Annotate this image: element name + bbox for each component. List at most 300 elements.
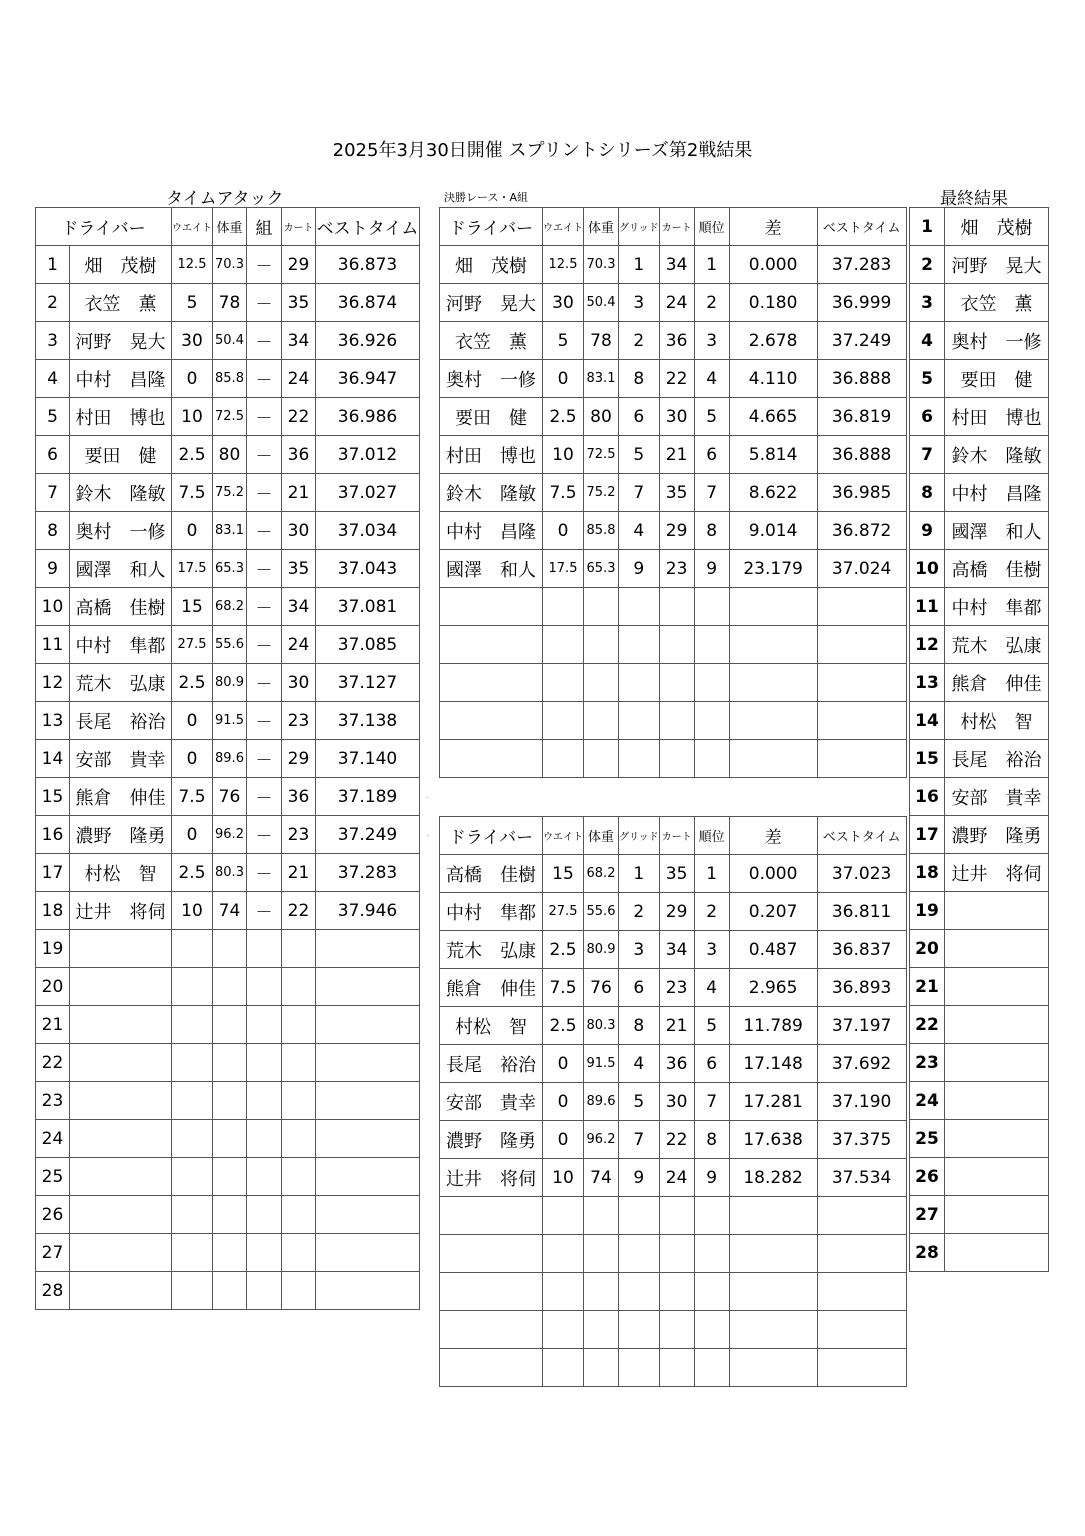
body-weight-cell: 72.5 bbox=[213, 398, 247, 436]
kart-cell: 29 bbox=[659, 893, 694, 931]
grid-cell: 5 bbox=[619, 1083, 660, 1121]
driver-name-cell: 奥村 一修 bbox=[440, 360, 543, 398]
weight-cell: 5 bbox=[172, 284, 213, 322]
best-time-cell: 36.999 bbox=[817, 284, 906, 322]
grid-cell: 2 bbox=[619, 893, 660, 931]
kart-cell: 24 bbox=[659, 284, 694, 322]
best-time-cell: 37.534 bbox=[817, 1159, 906, 1197]
time-attack-table bbox=[35, 207, 420, 1310]
table-row bbox=[36, 1082, 420, 1120]
best-time-cell: 37.692 bbox=[817, 1045, 906, 1083]
time-attack-caption: タイムアタック bbox=[166, 189, 284, 209]
table-row bbox=[36, 968, 420, 1006]
best-time-cell: 37.024 bbox=[817, 550, 906, 588]
grid-cell: 4 bbox=[619, 1045, 660, 1083]
table-row bbox=[910, 322, 1049, 360]
table-row bbox=[440, 284, 907, 322]
position-cell bbox=[694, 1273, 729, 1311]
gap-cell: 0.207 bbox=[729, 893, 817, 931]
grid-cell: 6 bbox=[619, 398, 660, 436]
gap-cell: 17.148 bbox=[729, 1045, 817, 1083]
weight-cell: 30 bbox=[543, 284, 584, 322]
weight-cell bbox=[172, 1082, 213, 1120]
kart-cell: 36 bbox=[282, 436, 316, 474]
best-time-cell: 37.138 bbox=[316, 702, 420, 740]
weight-cell bbox=[543, 1197, 584, 1235]
gap-cell bbox=[729, 702, 817, 740]
rank-cell: 24 bbox=[36, 1120, 70, 1158]
kart-cell: 29 bbox=[659, 512, 694, 550]
kart-cell bbox=[282, 968, 316, 1006]
table-row bbox=[440, 512, 907, 550]
group-cell: － bbox=[247, 588, 282, 626]
group-cell bbox=[247, 1196, 282, 1234]
body-weight-cell bbox=[584, 740, 619, 778]
best-time-cell bbox=[316, 1196, 420, 1234]
rank-cell: 26 bbox=[36, 1196, 70, 1234]
driver-name-cell bbox=[70, 1044, 172, 1082]
driver-name-cell: 奥村 一修 bbox=[945, 322, 1049, 360]
table-row bbox=[910, 1120, 1049, 1158]
rank-cell: 19 bbox=[36, 930, 70, 968]
group-cell: － bbox=[247, 778, 282, 816]
kart-cell bbox=[282, 1158, 316, 1196]
final-rank-cell: 9 bbox=[910, 512, 945, 550]
driver-name-cell: 國澤 和人 bbox=[945, 512, 1049, 550]
body-weight-cell bbox=[584, 588, 619, 626]
table-row bbox=[440, 1007, 907, 1045]
body-weight-cell: 70.3 bbox=[584, 246, 619, 284]
driver-name-cell bbox=[945, 1196, 1049, 1234]
best-time-cell bbox=[817, 1273, 906, 1311]
body-weight-cell bbox=[584, 626, 619, 664]
table-row bbox=[36, 588, 420, 626]
position-cell: 3 bbox=[694, 931, 729, 969]
body-weight-cell: 80.3 bbox=[213, 854, 247, 892]
header-best-time: ベストタイム bbox=[817, 817, 906, 855]
final-result-table bbox=[909, 207, 1049, 1272]
best-time-cell: 37.197 bbox=[817, 1007, 906, 1045]
final-rank-cell: 12 bbox=[910, 626, 945, 664]
weight-cell bbox=[172, 1158, 213, 1196]
best-time-cell: 37.249 bbox=[316, 816, 420, 854]
header-grid: グリッド bbox=[619, 817, 660, 855]
kart-cell: 22 bbox=[282, 398, 316, 436]
weight-cell: 0 bbox=[172, 702, 213, 740]
grid-cell bbox=[619, 1197, 660, 1235]
kart-cell bbox=[282, 1234, 316, 1272]
body-weight-cell bbox=[213, 1006, 247, 1044]
driver-name-cell bbox=[440, 1349, 543, 1387]
driver-name-cell: 村松 智 bbox=[70, 854, 172, 892]
rank-cell: 28 bbox=[36, 1272, 70, 1310]
best-time-cell bbox=[817, 702, 906, 740]
driver-name-cell: 河野 晃大 bbox=[440, 284, 543, 322]
driver-name-cell: 村田 博也 bbox=[945, 398, 1049, 436]
driver-name-cell bbox=[70, 1158, 172, 1196]
gap-cell bbox=[729, 1235, 817, 1273]
table-row bbox=[440, 550, 907, 588]
body-weight-cell bbox=[584, 1311, 619, 1349]
body-weight-cell bbox=[584, 1197, 619, 1235]
best-time-cell: 36.947 bbox=[316, 360, 420, 398]
weight-cell: 7.5 bbox=[172, 778, 213, 816]
gap-cell: 9.014 bbox=[729, 512, 817, 550]
best-time-cell: 36.888 bbox=[817, 436, 906, 474]
driver-name-cell: 奥村 一修 bbox=[70, 512, 172, 550]
weight-cell: 0 bbox=[172, 512, 213, 550]
driver-name-cell: 衣笠 薫 bbox=[440, 322, 543, 360]
body-weight-cell bbox=[213, 1082, 247, 1120]
kart-cell: 36 bbox=[282, 778, 316, 816]
driver-name-cell bbox=[440, 664, 543, 702]
best-time-cell: 37.190 bbox=[817, 1083, 906, 1121]
grid-cell: 3 bbox=[619, 931, 660, 969]
body-weight-cell bbox=[213, 1120, 247, 1158]
driver-name-cell: 中村 昌隆 bbox=[945, 474, 1049, 512]
weight-cell: 7.5 bbox=[172, 474, 213, 512]
best-time-cell: 37.043 bbox=[316, 550, 420, 588]
kart-cell: 34 bbox=[659, 931, 694, 969]
divider-mark: ‐ bbox=[426, 831, 429, 840]
grid-cell: 3 bbox=[619, 284, 660, 322]
kart-cell: 22 bbox=[282, 892, 316, 930]
weight-cell: 10 bbox=[543, 1159, 584, 1197]
final-b-table bbox=[439, 816, 907, 1387]
table-row bbox=[36, 1272, 420, 1310]
group-cell: － bbox=[247, 664, 282, 702]
weight-cell: 0 bbox=[172, 740, 213, 778]
position-cell: 7 bbox=[694, 474, 729, 512]
final-rank-cell: 6 bbox=[910, 398, 945, 436]
body-weight-cell bbox=[213, 1234, 247, 1272]
body-weight-cell bbox=[584, 702, 619, 740]
table-row bbox=[440, 1159, 907, 1197]
best-time-cell: 37.027 bbox=[316, 474, 420, 512]
body-weight-cell: 85.8 bbox=[584, 512, 619, 550]
time-attack-header-row bbox=[36, 208, 420, 246]
driver-name-cell: 辻井 将伺 bbox=[70, 892, 172, 930]
body-weight-cell bbox=[584, 1349, 619, 1387]
table-row bbox=[910, 246, 1049, 284]
best-time-cell bbox=[316, 1234, 420, 1272]
table-row bbox=[440, 931, 907, 969]
weight-cell: 7.5 bbox=[543, 474, 584, 512]
best-time-cell bbox=[817, 588, 906, 626]
best-time-cell: 36.926 bbox=[316, 322, 420, 360]
group-cell bbox=[247, 1234, 282, 1272]
gap-cell bbox=[729, 1311, 817, 1349]
table-row bbox=[36, 1120, 420, 1158]
table-row bbox=[910, 208, 1049, 246]
rank-cell: 4 bbox=[36, 360, 70, 398]
driver-name-cell: 要田 健 bbox=[70, 436, 172, 474]
gap-cell: 0.000 bbox=[729, 246, 817, 284]
rank-cell: 6 bbox=[36, 436, 70, 474]
kart-cell bbox=[659, 1349, 694, 1387]
rank-cell: 2 bbox=[36, 284, 70, 322]
gap-cell: 23.179 bbox=[729, 550, 817, 588]
final-rank-cell: 13 bbox=[910, 664, 945, 702]
driver-name-cell: 長尾 裕治 bbox=[440, 1045, 543, 1083]
kart-cell bbox=[659, 664, 694, 702]
table-row bbox=[910, 398, 1049, 436]
best-time-cell: 37.127 bbox=[316, 664, 420, 702]
gap-cell: 2.678 bbox=[729, 322, 817, 360]
kart-cell bbox=[659, 740, 694, 778]
final-rank-cell: 26 bbox=[910, 1158, 945, 1196]
grid-cell: 9 bbox=[619, 550, 660, 588]
body-weight-cell bbox=[584, 664, 619, 702]
kart-cell: 29 bbox=[282, 740, 316, 778]
best-time-cell bbox=[817, 664, 906, 702]
driver-name-cell bbox=[440, 740, 543, 778]
table-row bbox=[910, 1006, 1049, 1044]
gap-cell: 17.638 bbox=[729, 1121, 817, 1159]
table-row bbox=[440, 474, 907, 512]
body-weight-cell: 55.6 bbox=[213, 626, 247, 664]
rank-cell: 21 bbox=[36, 1006, 70, 1044]
table-row bbox=[440, 1197, 907, 1235]
grid-cell: 8 bbox=[619, 360, 660, 398]
rank-cell: 15 bbox=[36, 778, 70, 816]
driver-name-cell: 河野 晃大 bbox=[945, 246, 1049, 284]
weight-cell: 12.5 bbox=[172, 246, 213, 284]
body-weight-cell: 74 bbox=[213, 892, 247, 930]
table-row bbox=[440, 436, 907, 474]
body-weight-cell: 96.2 bbox=[584, 1121, 619, 1159]
grid-cell bbox=[619, 1311, 660, 1349]
body-weight-cell bbox=[213, 1272, 247, 1310]
body-weight-cell: 91.5 bbox=[584, 1045, 619, 1083]
body-weight-cell: 80.9 bbox=[213, 664, 247, 702]
grid-cell: 7 bbox=[619, 474, 660, 512]
body-weight-cell: 76 bbox=[213, 778, 247, 816]
table-row bbox=[910, 854, 1049, 892]
group-cell: － bbox=[247, 626, 282, 664]
position-cell: 4 bbox=[694, 969, 729, 1007]
kart-cell: 21 bbox=[659, 1007, 694, 1045]
position-cell: 4 bbox=[694, 360, 729, 398]
gap-cell: 18.282 bbox=[729, 1159, 817, 1197]
group-cell bbox=[247, 1082, 282, 1120]
grid-cell bbox=[619, 740, 660, 778]
weight-cell bbox=[543, 740, 584, 778]
table-row bbox=[910, 1158, 1049, 1196]
gap-cell: 4.665 bbox=[729, 398, 817, 436]
final-a-header-row bbox=[440, 208, 907, 246]
kart-cell: 23 bbox=[659, 550, 694, 588]
table-row bbox=[440, 969, 907, 1007]
weight-cell bbox=[543, 664, 584, 702]
weight-cell bbox=[172, 1234, 213, 1272]
final-rank-cell: 15 bbox=[910, 740, 945, 778]
weight-cell: 12.5 bbox=[543, 246, 584, 284]
body-weight-cell bbox=[213, 1158, 247, 1196]
position-cell: 1 bbox=[694, 855, 729, 893]
driver-name-cell bbox=[70, 1272, 172, 1310]
best-time-cell: 37.140 bbox=[316, 740, 420, 778]
driver-name-cell: 鈴木 隆敏 bbox=[70, 474, 172, 512]
body-weight-cell: 96.2 bbox=[213, 816, 247, 854]
header-body-weight: 体重 bbox=[584, 208, 619, 246]
position-cell: 5 bbox=[694, 398, 729, 436]
grid-cell: 4 bbox=[619, 512, 660, 550]
kart-cell: 30 bbox=[282, 512, 316, 550]
final-a-caption: 決勝レース・A組 bbox=[444, 191, 528, 204]
weight-cell bbox=[172, 1272, 213, 1310]
driver-name-cell bbox=[945, 1234, 1049, 1272]
kart-cell: 23 bbox=[282, 816, 316, 854]
position-cell: 6 bbox=[694, 436, 729, 474]
weight-cell bbox=[172, 930, 213, 968]
kart-cell: 35 bbox=[282, 284, 316, 322]
driver-name-cell: 村松 智 bbox=[440, 1007, 543, 1045]
rank-cell: 5 bbox=[36, 398, 70, 436]
driver-name-cell bbox=[440, 588, 543, 626]
weight-cell: 17.5 bbox=[543, 550, 584, 588]
grid-cell: 8 bbox=[619, 1007, 660, 1045]
page-title: 2025年3月30日開催 スプリントシリーズ第2戦結果 bbox=[332, 140, 753, 161]
group-cell: － bbox=[247, 892, 282, 930]
kart-cell: 23 bbox=[659, 969, 694, 1007]
group-cell: － bbox=[247, 246, 282, 284]
table-row bbox=[910, 360, 1049, 398]
table-row bbox=[910, 1082, 1049, 1120]
gap-cell: 8.622 bbox=[729, 474, 817, 512]
best-time-cell bbox=[817, 1311, 906, 1349]
final-rank-cell: 14 bbox=[910, 702, 945, 740]
best-time-cell bbox=[316, 1044, 420, 1082]
body-weight-cell: 75.2 bbox=[584, 474, 619, 512]
kart-cell bbox=[282, 1272, 316, 1310]
weight-cell bbox=[543, 588, 584, 626]
best-time-cell bbox=[316, 1120, 420, 1158]
final-rank-cell: 2 bbox=[910, 246, 945, 284]
table-row bbox=[440, 1349, 907, 1387]
group-cell: － bbox=[247, 816, 282, 854]
rank-cell: 12 bbox=[36, 664, 70, 702]
table-row bbox=[36, 474, 420, 512]
position-cell: 7 bbox=[694, 1083, 729, 1121]
rank-cell: 18 bbox=[36, 892, 70, 930]
best-time-cell bbox=[316, 1006, 420, 1044]
body-weight-cell: 78 bbox=[213, 284, 247, 322]
weight-cell: 15 bbox=[172, 588, 213, 626]
driver-name-cell bbox=[70, 1234, 172, 1272]
body-weight-cell bbox=[584, 1235, 619, 1273]
table-row bbox=[36, 398, 420, 436]
kart-cell: 22 bbox=[659, 360, 694, 398]
position-cell bbox=[694, 1197, 729, 1235]
gap-cell bbox=[729, 588, 817, 626]
header-grid: グリッド bbox=[619, 208, 660, 246]
driver-name-cell bbox=[440, 1273, 543, 1311]
header-weight: ウエイト bbox=[172, 208, 213, 246]
driver-name-cell bbox=[945, 1158, 1049, 1196]
position-cell: 1 bbox=[694, 246, 729, 284]
final-rank-cell: 27 bbox=[910, 1196, 945, 1234]
table-row bbox=[910, 512, 1049, 550]
best-time-cell bbox=[316, 930, 420, 968]
best-time-cell: 36.985 bbox=[817, 474, 906, 512]
table-row bbox=[36, 626, 420, 664]
grid-cell: 1 bbox=[619, 246, 660, 284]
group-cell: － bbox=[247, 474, 282, 512]
driver-name-cell bbox=[70, 1120, 172, 1158]
grid-cell: 1 bbox=[619, 855, 660, 893]
position-cell: 2 bbox=[694, 284, 729, 322]
driver-name-cell: 長尾 裕治 bbox=[70, 702, 172, 740]
best-time-cell: 36.819 bbox=[817, 398, 906, 436]
best-time-cell: 37.946 bbox=[316, 892, 420, 930]
body-weight-cell: 80 bbox=[213, 436, 247, 474]
group-cell: － bbox=[247, 360, 282, 398]
table-row bbox=[910, 284, 1049, 322]
driver-name-cell bbox=[70, 1196, 172, 1234]
position-cell: 2 bbox=[694, 893, 729, 931]
header-position: 順位 bbox=[694, 817, 729, 855]
final-rank-cell: 10 bbox=[910, 550, 945, 588]
final-rank-cell: 20 bbox=[910, 930, 945, 968]
grid-cell: 6 bbox=[619, 969, 660, 1007]
body-weight-cell bbox=[584, 1273, 619, 1311]
best-time-cell: 37.023 bbox=[817, 855, 906, 893]
kart-cell bbox=[282, 930, 316, 968]
kart-cell: 21 bbox=[282, 854, 316, 892]
table-row bbox=[36, 360, 420, 398]
final-rank-cell: 8 bbox=[910, 474, 945, 512]
table-row bbox=[440, 893, 907, 931]
table-row bbox=[910, 1196, 1049, 1234]
kart-cell bbox=[282, 1120, 316, 1158]
weight-cell bbox=[172, 1196, 213, 1234]
weight-cell bbox=[172, 1120, 213, 1158]
driver-name-cell bbox=[945, 1120, 1049, 1158]
weight-cell bbox=[543, 626, 584, 664]
body-weight-cell: 89.6 bbox=[213, 740, 247, 778]
table-row bbox=[910, 930, 1049, 968]
driver-name-cell: 安部 貴幸 bbox=[945, 778, 1049, 816]
body-weight-cell: 89.6 bbox=[584, 1083, 619, 1121]
header-best-time: ベストタイム bbox=[817, 208, 906, 246]
kart-cell bbox=[659, 1235, 694, 1273]
final-rank-cell: 28 bbox=[910, 1234, 945, 1272]
driver-name-cell bbox=[440, 1197, 543, 1235]
table-row bbox=[36, 664, 420, 702]
header-driver: ドライバー bbox=[440, 817, 543, 855]
driver-name-cell bbox=[70, 930, 172, 968]
driver-name-cell: 荒木 弘康 bbox=[70, 664, 172, 702]
best-time-cell: 36.837 bbox=[817, 931, 906, 969]
driver-name-cell bbox=[440, 1235, 543, 1273]
group-cell: － bbox=[247, 702, 282, 740]
weight-cell: 5 bbox=[543, 322, 584, 360]
header-kart: カート bbox=[659, 817, 694, 855]
position-cell: 8 bbox=[694, 1121, 729, 1159]
driver-name-cell bbox=[70, 1006, 172, 1044]
weight-cell: 0 bbox=[543, 1045, 584, 1083]
driver-name-cell: 辻井 将伺 bbox=[440, 1159, 543, 1197]
group-cell bbox=[247, 1006, 282, 1044]
body-weight-cell bbox=[213, 1044, 247, 1082]
position-cell: 9 bbox=[694, 550, 729, 588]
driver-name-cell: 中村 昌隆 bbox=[70, 360, 172, 398]
group-cell: － bbox=[247, 436, 282, 474]
rank-cell: 10 bbox=[36, 588, 70, 626]
grid-cell bbox=[619, 664, 660, 702]
best-time-cell bbox=[817, 626, 906, 664]
